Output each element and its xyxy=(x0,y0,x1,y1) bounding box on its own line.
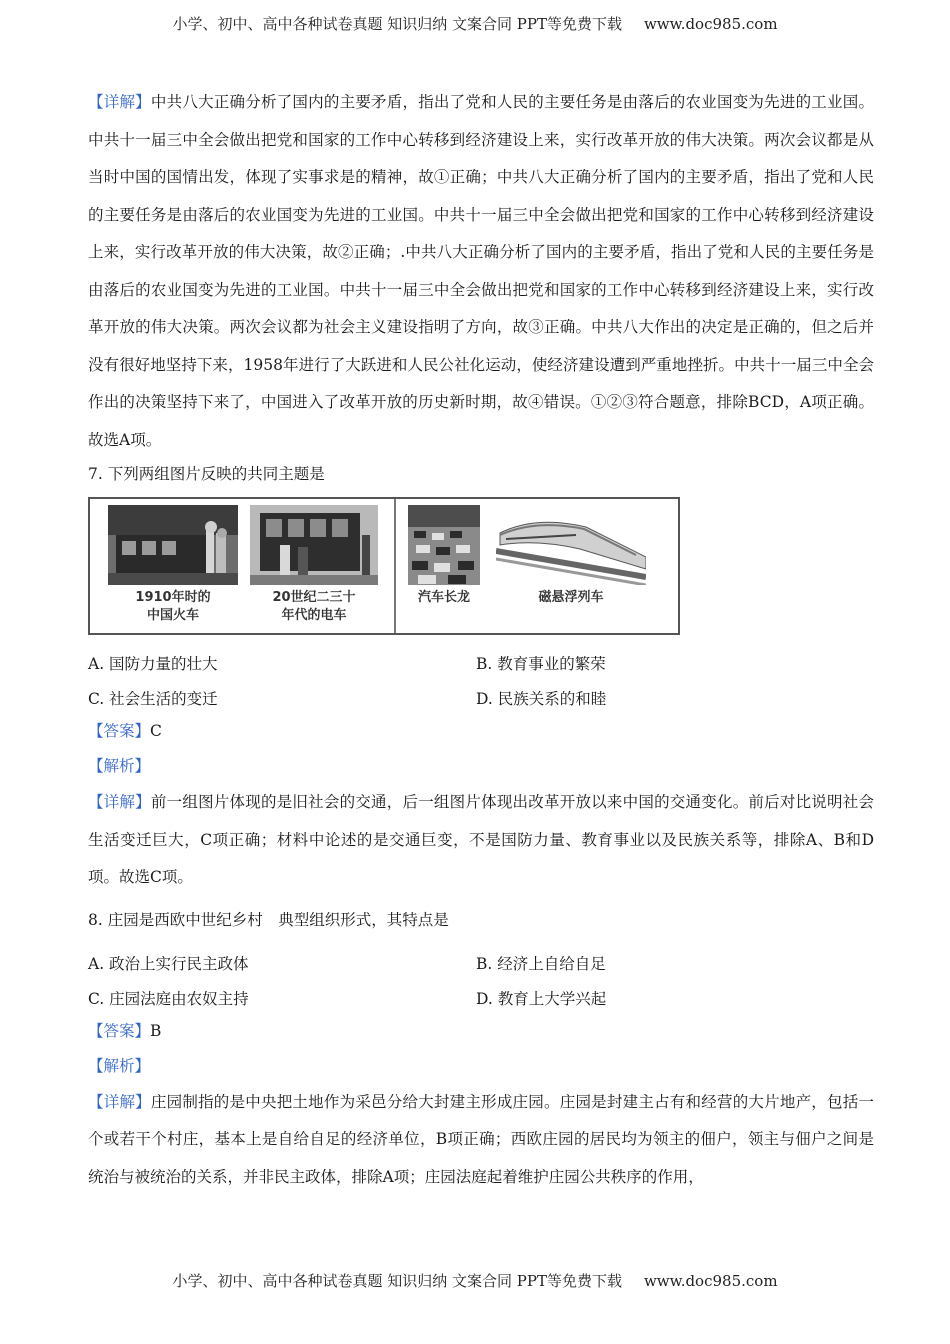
answer-tag: 【答案】 xyxy=(88,1021,151,1040)
page-header xyxy=(0,13,950,34)
detail-tag: 【详解】 xyxy=(88,93,151,111)
q7-options xyxy=(88,649,874,714)
header-text: 小学、初中、高中各种试卷真题 知识归纳 文案合同 PPT等免费下载 xyxy=(172,15,622,33)
old-transport-group xyxy=(90,499,396,633)
footer-text: 小学、初中、高中各种试卷真题 知识归纳 文案合同 PPT等免费下载 xyxy=(172,1272,622,1290)
image-tram xyxy=(250,505,378,625)
q8-detail xyxy=(88,1084,874,1197)
footer-site[interactable]: www.doc985.com xyxy=(643,1272,778,1290)
header-site[interactable]: www.doc985.com xyxy=(643,15,778,33)
q7-stem: 7. 下列两组图片反映的共同主题是 xyxy=(88,465,325,483)
maglev-train-photo-icon xyxy=(496,505,646,585)
detail-text: 庄园制指的是中央把土地作为采邑分给大封建主形成庄园。庄园是封建主占有和经营的大片地产，包括一个或若干个村庄，基本上是自给自足的经济单位，B项正确；西欧庄园的居民均为领主的佃户，领主与佃户之间是统治与被统治的关系，并非民主政体，排除A项；庄园法庭起着维护庄园公共秩序的作用， xyxy=(88,1092,874,1186)
q8-option-b[interactable]: B. 经济上自给自足 xyxy=(476,954,606,973)
old-train-photo-icon xyxy=(108,505,238,585)
detail-tag: 【详解】 xyxy=(88,793,151,811)
q8-option-a[interactable]: A. 政治上实行民主政体 xyxy=(88,954,249,973)
image-old-train xyxy=(108,505,238,625)
page-footer xyxy=(0,1270,950,1291)
modern-transport-group xyxy=(396,499,654,633)
document-body xyxy=(88,84,874,1196)
caption-maglev: 磁悬浮列车 xyxy=(538,590,604,605)
q8-option-d[interactable]: D. 教育上大学兴起 xyxy=(476,989,607,1008)
answer-tag: 【答案】 xyxy=(88,722,151,740)
caption-old-train: 1910年时的 中国火车 xyxy=(135,590,211,623)
analysis-tag: 【解析】 xyxy=(88,757,151,775)
q8-stem: 8. 庄园是西欧中世纪乡村 典型组织形式，其特点是 xyxy=(88,910,449,929)
q8-option-c[interactable]: C. 庄园法庭由农奴主持 xyxy=(88,989,249,1008)
q7-option-b[interactable]: B. 教育事业的繁荣 xyxy=(476,655,606,673)
image-traffic-jam xyxy=(408,505,480,607)
q8-options xyxy=(88,949,874,1014)
image-maglev xyxy=(496,505,646,607)
q7-analysis xyxy=(88,749,874,784)
q6-detail xyxy=(88,84,874,459)
analysis-tag: 【解析】 xyxy=(88,1056,151,1075)
caption-tram: 20世纪二三十 年代的电车 xyxy=(272,590,356,623)
detail-text: 前一组图片体现的是旧社会的交通，后一组图片体现出改革开放以来中国的交通变化。前后对比说明社会生活变迁巨大，C项正确；材料中论述的是交通巨变，不是国防力量、教育事业以及民族关系等，排除A、B和D项。故选C项。 xyxy=(88,793,874,886)
answer-value: C xyxy=(150,722,162,740)
traffic-jam-photo-icon xyxy=(408,505,480,585)
q7-figure xyxy=(88,497,680,635)
detail-text: 中共八大正确分析了国内的主要矛盾，指出了党和人民的主要任务是由落后的农业国变为先进的工业国。中共十一届三中全会做出把党和国家的工作中心转移到经济建设上来，实行改革开放的伟大决策。两次会议都是从当时中国的国情出发，体现了实事求是的精神，故①正确；中共八大正确分析了国内的主要矛盾，指出了党和人民的主要任务是由落后的农业国变为先进的工业国。中共十一届三中全会做出把党和国家的工作中心转移到经济建设上来，实行改革开放的伟大决策，故②正确；.中共八大正确分析了国内的主要矛盾，指出了党和人民的主要任务是由落后的农业国变为先进的工业国。中共十一届三中全会做出把党和国家的工作中心转移到经济建设上来，实行改革开放的伟大决策。两次会议都为社会主义建设指明了方向，故③正确。中共八大作出的决定是正确的，但之后并没有很好地坚持下来，1958年进行了大跃进和人民公社化运动，使经济建设遭到严重地挫折。中共十一届三中全会作出的决策坚持下来了，中国进入了改革开放的历史新时期，故④错误。①②③符合题意，排除BCD，A项正确。故选A项。 xyxy=(88,93,874,449)
caption-traffic-jam: 汽车长龙 xyxy=(417,590,470,605)
q7-option-d[interactable]: D. 民族关系的和睦 xyxy=(476,690,607,708)
q7-detail xyxy=(88,784,874,897)
answer-value: B xyxy=(150,1021,162,1040)
q8-analysis xyxy=(88,1049,874,1084)
q7-option-a[interactable]: A. 国防力量的壮大 xyxy=(88,655,218,673)
q8-answer xyxy=(88,1014,874,1049)
q7-answer xyxy=(88,714,874,749)
tram-photo-icon xyxy=(250,505,378,585)
q7-option-c[interactable]: C. 社会生活的变迁 xyxy=(88,690,218,708)
detail-tag: 【详解】 xyxy=(88,1092,151,1111)
